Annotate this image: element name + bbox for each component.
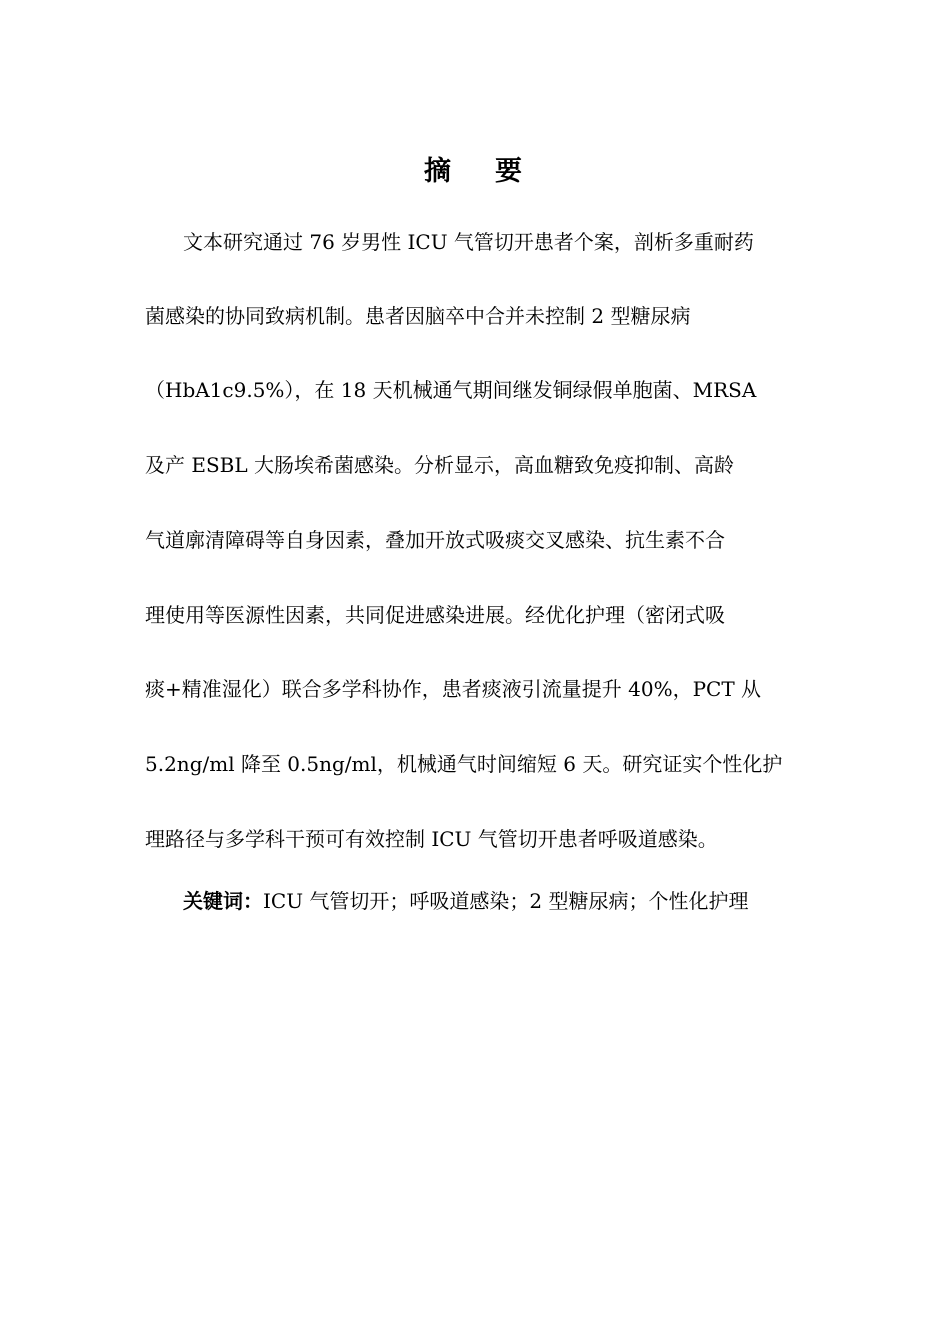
abstract-line: 痰+精准湿化）联合多学科协作，患者痰液引流量提升 40%，PCT 从 xyxy=(145,677,762,701)
keywords-line xyxy=(183,887,749,915)
keywords-label: 关键词： xyxy=(183,889,263,913)
abstract-line: 菌感染的协同致病机制。患者因脑卒中合并未控制 2 型糖尿病 xyxy=(145,304,691,328)
abstract-line: 文本研究通过 76 岁男性 ICU 气管切开患者个案，剖析多重耐药 xyxy=(183,230,754,254)
abstract-title: 摘要 xyxy=(424,156,566,187)
abstract-line: （HbA1c9.5%），在 18 天机械通气期间继发铜绿假单胞菌、MRSA xyxy=(145,378,757,402)
abstract-line: 气道廓清障碍等自身因素，叠加开放式吸痰交叉感染、抗生素不合 xyxy=(145,528,725,552)
keywords-text: ICU 气管切开；呼吸道感染；2 型糖尿病；个性化护理 xyxy=(263,889,749,913)
abstract-line: 5.2ng/ml 降至 0.5ng/ml，机械通气时间缩短 6 天。研究证实个性化护 xyxy=(145,752,783,776)
abstract-line: 理路径与多学科干预可有效控制 ICU 气管切开患者呼吸道感染。 xyxy=(145,827,718,851)
abstract-line: 及产 ESBL 大肠埃希菌感染。分析显示，高血糖致免疫抑制、高龄 xyxy=(145,453,734,477)
abstract-line: 理使用等医源性因素，共同促进感染进展。经优化护理（密闭式吸 xyxy=(145,603,725,627)
